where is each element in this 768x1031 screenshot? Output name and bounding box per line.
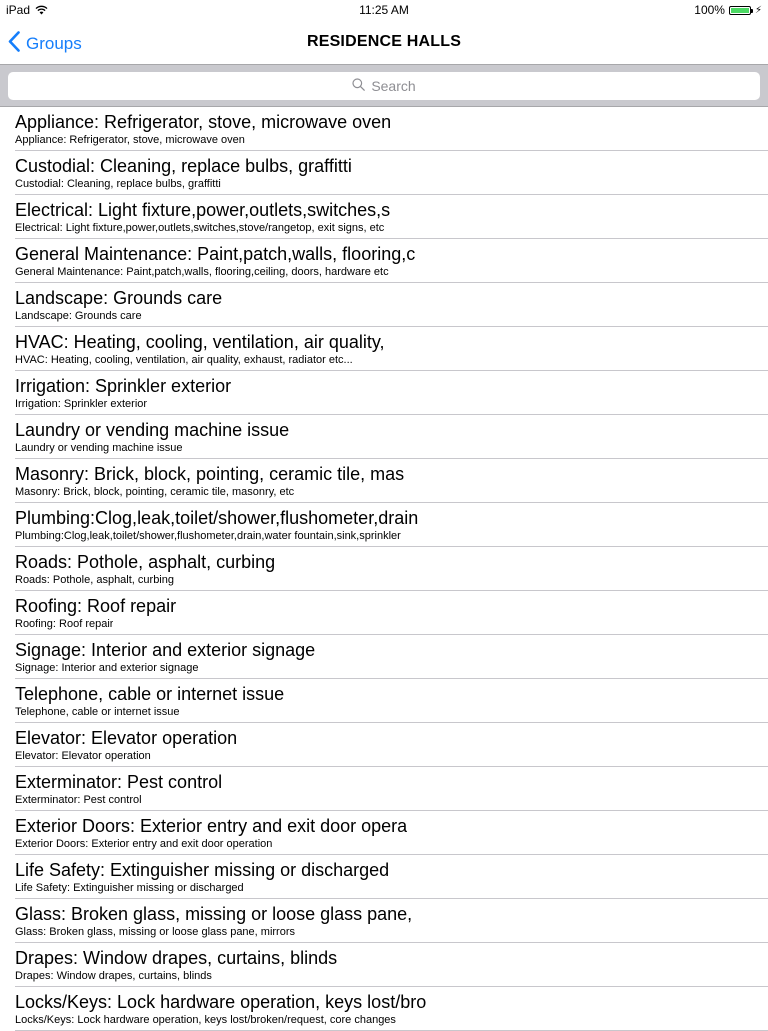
list-item[interactable]: [0, 811, 768, 855]
list-item[interactable]: [0, 635, 768, 679]
navigation-bar: [0, 20, 768, 64]
list-item-subtitle: Exterior Doors: Exterior entry and exit door operation: [15, 838, 273, 850]
back-button-label: Groups: [26, 34, 82, 53]
battery-level-fill: [731, 8, 749, 13]
list-item-subtitle: Irrigation: Sprinkler exterior: [15, 398, 148, 410]
search-icon: [352, 78, 365, 94]
list-item-title: Telephone, cable or internet issue: [15, 684, 285, 704]
list-item-subtitle: Appliance: Refrigerator, stove, microwave oven: [15, 134, 245, 146]
list-item[interactable]: [0, 503, 768, 547]
list-item-title: Elevator: Elevator operation: [15, 728, 238, 748]
status-time: 11:25 AM: [359, 3, 409, 17]
list-item-title: Signage: Interior and exterior signage: [15, 640, 316, 660]
list-item-title: Landscape: Grounds care: [15, 288, 223, 308]
list-item[interactable]: [0, 459, 768, 503]
group-items-list: [0, 107, 768, 1031]
list-item[interactable]: [0, 723, 768, 767]
list-item[interactable]: [0, 195, 768, 239]
list-item[interactable]: [0, 987, 768, 1031]
battery-icon: [729, 6, 751, 15]
list-item-title: HVAC: Heating, cooling, ventilation, air quality,: [15, 332, 385, 352]
list-item[interactable]: [0, 767, 768, 811]
search-input[interactable]: [8, 72, 760, 100]
list-item-title: Roofing: Roof repair: [15, 596, 177, 616]
list-item-subtitle: Locks/Keys: Lock hardware operation, keys lost/broken/request, core changes: [15, 1014, 396, 1026]
list-item-title: Glass: Broken glass, missing or loose glass pane,: [15, 904, 413, 924]
list-item-subtitle: Glass: Broken glass, missing or loose glass pane, mirrors: [15, 926, 295, 938]
charging-bolt-icon: ⚡︎: [754, 4, 762, 16]
list-item[interactable]: [0, 899, 768, 943]
list-item-title: Irrigation: Sprinkler exterior: [15, 376, 232, 396]
list-item[interactable]: [0, 855, 768, 899]
list-item-subtitle: Landscape: Grounds care: [15, 310, 142, 322]
list-item[interactable]: [0, 107, 768, 151]
list-item[interactable]: [0, 943, 768, 987]
list-item-subtitle: Plumbing:Clog,leak,toilet/shower,flushometer,drain,water fountain,sink,sprinkler: [15, 530, 401, 542]
list-item[interactable]: [0, 371, 768, 415]
list-item[interactable]: [0, 327, 768, 371]
list-item-subtitle: Drapes: Window drapes, curtains, blinds: [15, 970, 212, 982]
list-item[interactable]: [0, 679, 768, 723]
list-item-title: Exterior Doors: Exterior entry and exit door opera: [15, 816, 408, 836]
list-item-subtitle: Life Safety: Extinguisher missing or discharged: [15, 882, 244, 894]
list-item-title: Masonry: Brick, block, pointing, ceramic tile, mas: [15, 464, 405, 484]
device-label: iPad: [6, 3, 31, 17]
list-item-subtitle: Laundry or vending machine issue: [15, 442, 183, 454]
list-item-title: Exterminator: Pest control: [15, 772, 223, 792]
battery-percent: 100%: [694, 3, 725, 17]
page-title: RESIDENCE HALLS: [306, 33, 462, 50]
list-item-subtitle: Roofing: Roof repair: [15, 618, 114, 630]
list-item-subtitle: HVAC: Heating, cooling, ventilation, air quality, exhaust, radiator etc...: [15, 354, 353, 366]
list-item[interactable]: [0, 591, 768, 635]
search-placeholder: Search: [371, 78, 416, 94]
list-item-subtitle: Exterminator: Pest control: [15, 794, 142, 806]
status-bar: [0, 0, 768, 20]
list-item-title: Life Safety: Extinguisher missing or discharged: [15, 860, 390, 880]
list-item-title: Appliance: Refrigerator, stove, microwave oven: [15, 112, 392, 132]
list-item-title: Drapes: Window drapes, curtains, blinds: [15, 948, 338, 968]
list-item[interactable]: [0, 151, 768, 195]
list-item-title: Laundry or vending machine issue: [15, 420, 290, 440]
list-item-title: Locks/Keys: Lock hardware operation, keys lost/bro: [15, 992, 427, 1012]
list-item[interactable]: [0, 239, 768, 283]
list-item-subtitle: Signage: Interior and exterior signage: [15, 662, 199, 674]
list-item-subtitle: Custodial: Cleaning, replace bulbs, graffitti: [15, 178, 221, 190]
list-item[interactable]: [0, 415, 768, 459]
list-item-subtitle: Elevator: Elevator operation: [15, 750, 151, 762]
list-item-title: General Maintenance: Paint,patch,walls, flooring,c: [15, 244, 416, 264]
list-item-subtitle: Masonry: Brick, block, pointing, ceramic tile, masonry, etc: [15, 486, 295, 498]
list-item[interactable]: [0, 547, 768, 591]
search-bar: [0, 64, 768, 107]
list-item-title: Plumbing:Clog,leak,toilet/shower,flushometer,drain: [15, 508, 419, 528]
status-right: [694, 3, 762, 17]
list-item[interactable]: [0, 283, 768, 327]
list-item-subtitle: Telephone, cable or internet issue: [15, 706, 180, 718]
list-item-title: Roads: Pothole, asphalt, curbing: [15, 552, 276, 572]
list-item-subtitle: Roads: Pothole, asphalt, curbing: [15, 574, 174, 586]
list-item-title: Electrical: Light fixture,power,outlets,switches,s: [15, 200, 391, 220]
list-item-subtitle: Electrical: Light fixture,power,outlets,switches,stove/rangetop, exit signs, etc: [15, 222, 385, 234]
list-item-subtitle: General Maintenance: Paint,patch,walls, flooring,ceiling, doors, hardware etc: [15, 266, 389, 278]
list-item-title: Custodial: Cleaning, replace bulbs, graffitti: [15, 156, 352, 176]
